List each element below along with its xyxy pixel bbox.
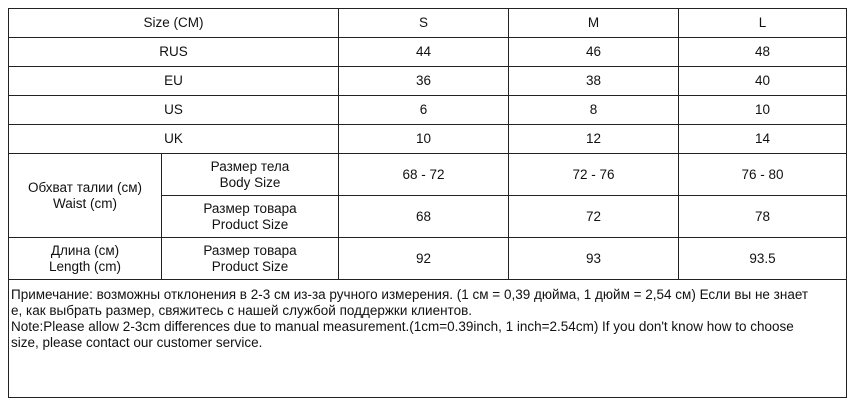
measurement-note <box>9 280 847 398</box>
table-row-length <box>9 238 847 280</box>
row-label-us: US <box>9 96 339 125</box>
cell-waist-product-s: 68 <box>339 196 509 238</box>
note-ru-line-2: е, как выбрать размер, свяжитесь с нашей службой поддержки клиентов. <box>11 303 473 318</box>
cell-uk-s: 10 <box>339 125 509 154</box>
note-row <box>9 280 847 398</box>
size-header-label: Size (CM) <box>9 9 339 38</box>
cell-us-l: 10 <box>679 96 847 125</box>
product-size-label-ru: Размер товара <box>203 200 297 216</box>
table-row-us <box>9 96 847 125</box>
length-label <box>9 238 162 280</box>
table-row-rus <box>9 38 847 67</box>
waist-label-en: Waist (cm) <box>53 195 117 211</box>
size-header-s: S <box>339 9 509 38</box>
cell-waist-body-l: 76 - 80 <box>679 154 847 196</box>
size-header-l: L <box>679 9 847 38</box>
cell-us-m: 8 <box>509 96 679 125</box>
cell-waist-body-m: 72 - 76 <box>509 154 679 196</box>
length-label-en: Length (cm) <box>48 258 122 274</box>
cell-uk-m: 12 <box>509 125 679 154</box>
cell-waist-product-m: 72 <box>509 196 679 238</box>
length-product-size-label <box>162 238 339 280</box>
table-row-eu <box>9 67 847 96</box>
body-size-label-en: Body Size <box>219 174 281 190</box>
cell-uk-l: 14 <box>679 125 847 154</box>
waist-label <box>9 154 162 238</box>
note-en-line-1: Note:Please allow 2-3cm differences due to manual measurement.(1cm=0.39inch, 1 inch=2.54cm) If you don't know how to choose <box>11 319 794 334</box>
body-size-label-ru: Размер тела <box>210 158 290 174</box>
row-label-eu: EU <box>9 67 339 96</box>
length-label-ru: Длина (см) <box>50 242 120 258</box>
cell-us-s: 6 <box>339 96 509 125</box>
cell-eu-l: 40 <box>679 67 847 96</box>
table-row-uk <box>9 125 847 154</box>
note-en-line-2: size, please contact our customer service. <box>11 335 263 350</box>
size-chart-table <box>8 8 847 398</box>
cell-waist-product-l: 78 <box>679 196 847 238</box>
note-ru-line-1: Примечание: возможны отклонения в 2-3 см из-за ручного измерения. (1 см = 0,39 дюйма, 1 дюйм = 2,54 см) Если вы не знает <box>11 287 809 302</box>
cell-rus-l: 48 <box>679 38 847 67</box>
waist-label-ru: Обхват талии (см) <box>28 179 142 195</box>
cell-rus-s: 44 <box>339 38 509 67</box>
product-size-label-en: Product Size <box>211 216 289 232</box>
header-row <box>9 9 847 38</box>
cell-length-s: 92 <box>339 238 509 280</box>
cell-eu-s: 36 <box>339 67 509 96</box>
table-row-waist-body <box>9 154 847 196</box>
cell-length-m: 93 <box>509 238 679 280</box>
waist-body-size-label <box>162 154 339 196</box>
row-label-uk: UK <box>9 125 339 154</box>
cell-eu-m: 38 <box>509 67 679 96</box>
cell-rus-m: 46 <box>509 38 679 67</box>
length-product-label-en: Product Size <box>211 258 289 274</box>
cell-waist-body-s: 68 - 72 <box>339 154 509 196</box>
waist-product-size-label <box>162 196 339 238</box>
length-product-label-ru: Размер товара <box>203 242 297 258</box>
size-header-m: M <box>509 9 679 38</box>
row-label-rus: RUS <box>9 38 339 67</box>
cell-length-l: 93.5 <box>679 238 847 280</box>
